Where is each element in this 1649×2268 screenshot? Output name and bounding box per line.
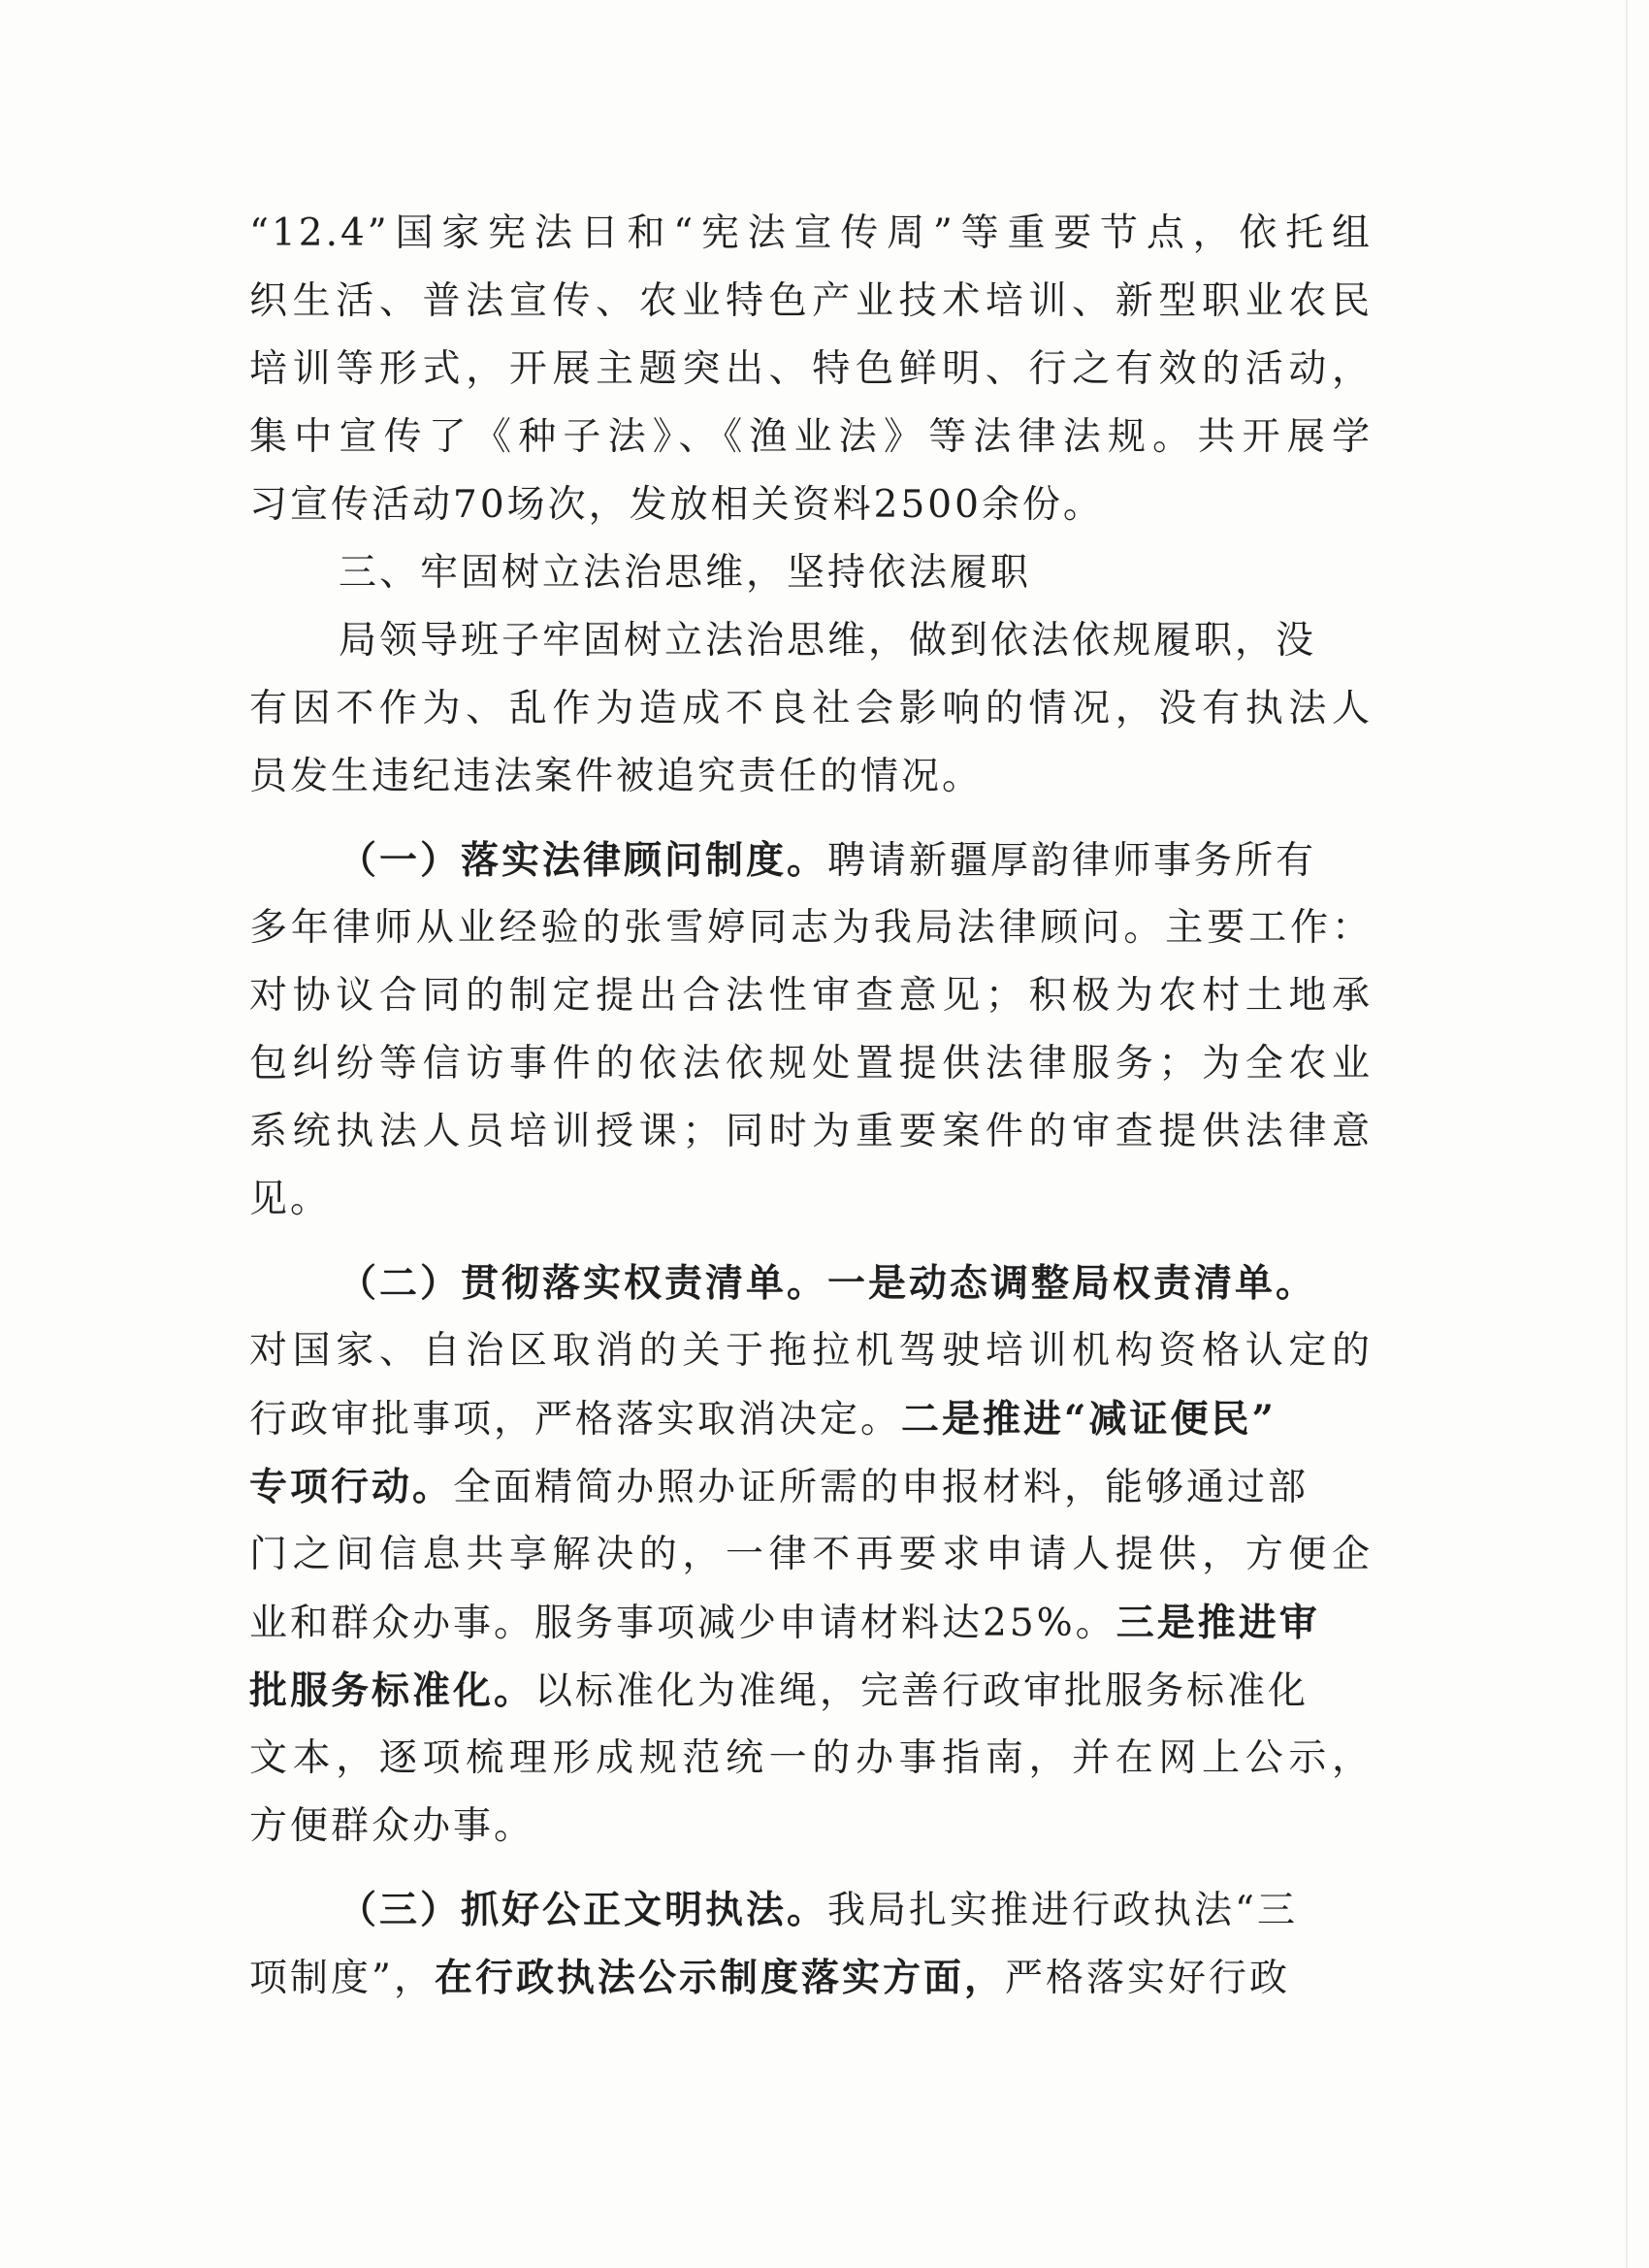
body-line — [249, 675, 1373, 743]
text-run: 三、牢固树立法治思维，坚持依法履职 — [339, 551, 1032, 595]
subheading-run: （三）抓好公正文明执法。 — [339, 1888, 828, 1932]
text-run: 文本，逐项梳理形成规范统一的办事指南，并在网上公示， — [249, 1736, 1373, 1780]
body-line — [249, 1657, 1373, 1725]
emphasis-run: 在行政执法公示制度落实方面， — [434, 1956, 1005, 2000]
text-run: 聘请新疆厚韵律师事务所有 — [827, 839, 1317, 883]
document-body — [249, 200, 1373, 2012]
scan-edge — [1626, 0, 1628, 2268]
text-run: 对国家、自治区取消的关于拖拉机驾驶培训机构资格认定的 — [249, 1329, 1373, 1373]
body-line — [249, 471, 1373, 539]
text-run: 项制度”， — [249, 1957, 435, 2000]
body-line — [249, 336, 1373, 404]
text-run: 行政审批事项，严格落实取消决定。 — [249, 1398, 902, 1442]
text-run: “12.4”国家宪法日和“宪法宣传周”等重要节点，依托组 — [249, 211, 1373, 255]
body-line — [249, 1793, 1373, 1861]
text-run: 局领导班子牢固树立法治思维，做到依法依规履职，没 — [339, 619, 1317, 663]
body-line — [249, 1098, 1373, 1166]
body-line — [249, 1876, 1373, 1944]
subheading-run: （一）落实法律顾问制度。 — [339, 838, 828, 883]
body-line — [249, 1521, 1373, 1589]
text-run: 习宣传活动70场次，发放相关资料2500余份。 — [249, 483, 1104, 527]
body-line — [249, 268, 1373, 336]
text-run: 我局扎实推进行政执法“三 — [827, 1889, 1298, 1932]
body-line — [249, 1385, 1373, 1453]
text-run: 方便群众办事。 — [249, 1804, 535, 1848]
text-run: 多年律师从业经验的张雪婷同志为我局法律顾问。主要工作： — [249, 906, 1373, 950]
body-line — [249, 1453, 1373, 1521]
text-run: 见。 — [249, 1178, 332, 1221]
subheading-run: （二）贯彻落实权责清单。一是动态调整局权责清单。 — [339, 1261, 1317, 1306]
text-run: 以标准化为准绳，完善行政审批服务标准化 — [534, 1669, 1310, 1713]
body-line — [249, 962, 1373, 1030]
text-run: 严格落实好行政 — [1004, 1957, 1290, 2000]
emphasis-run: 批服务标准化。 — [249, 1669, 535, 1713]
text-run: 员发生违纪违法案件被追究责任的情况。 — [249, 755, 984, 798]
section-heading — [249, 539, 1373, 607]
body-line — [249, 1030, 1373, 1098]
emphasis-run: 二是推进“减证便民” — [901, 1397, 1277, 1442]
text-run: 有因不作为、乱作为造成不良社会影响的情况，没有执法人 — [249, 687, 1373, 730]
body-line — [249, 1944, 1373, 2012]
text-run: 培训等形式，开展主题突出、特色鲜明、行之有效的活动， — [249, 347, 1373, 391]
text-run: 系统执法人员培训授课；同时为重要案件的审查提供法律意 — [249, 1110, 1373, 1153]
emphasis-run: 三是推进审 — [1116, 1601, 1320, 1645]
body-line — [249, 404, 1373, 471]
text-run: 门之间信息共享解决的，一律不再要求申请人提供，方便企 — [249, 1533, 1373, 1576]
body-line — [249, 1166, 1373, 1234]
body-line — [249, 200, 1373, 268]
body-line — [249, 1725, 1373, 1793]
body-line — [249, 826, 1373, 894]
body-line — [249, 1317, 1373, 1385]
text-run: 对协议合同的制定提出合法性审查意见；积极为农村土地承 — [249, 974, 1373, 1018]
text-run: 包纠纷等信访事件的依法依规处置提供法律服务；为全农业 — [249, 1042, 1373, 1085]
body-line — [249, 1249, 1373, 1317]
emphasis-run: 专项行动。 — [249, 1465, 454, 1509]
body-line — [249, 1589, 1373, 1657]
text-run: 织生活、普法宣传、农业特色产业技术培训、新型职业农民 — [249, 279, 1373, 323]
body-line — [249, 607, 1373, 675]
text-run: 业和群众办事。服务事项减少申请材料达25%。 — [249, 1602, 1116, 1645]
body-line — [249, 743, 1373, 811]
text-run: 全面精简办照办证所需的申报材料，能够通过部 — [453, 1466, 1310, 1509]
text-run: 集中宣传了《种子法》、《渔业法》等法律法规。共开展学 — [249, 415, 1373, 459]
body-line — [249, 894, 1373, 962]
